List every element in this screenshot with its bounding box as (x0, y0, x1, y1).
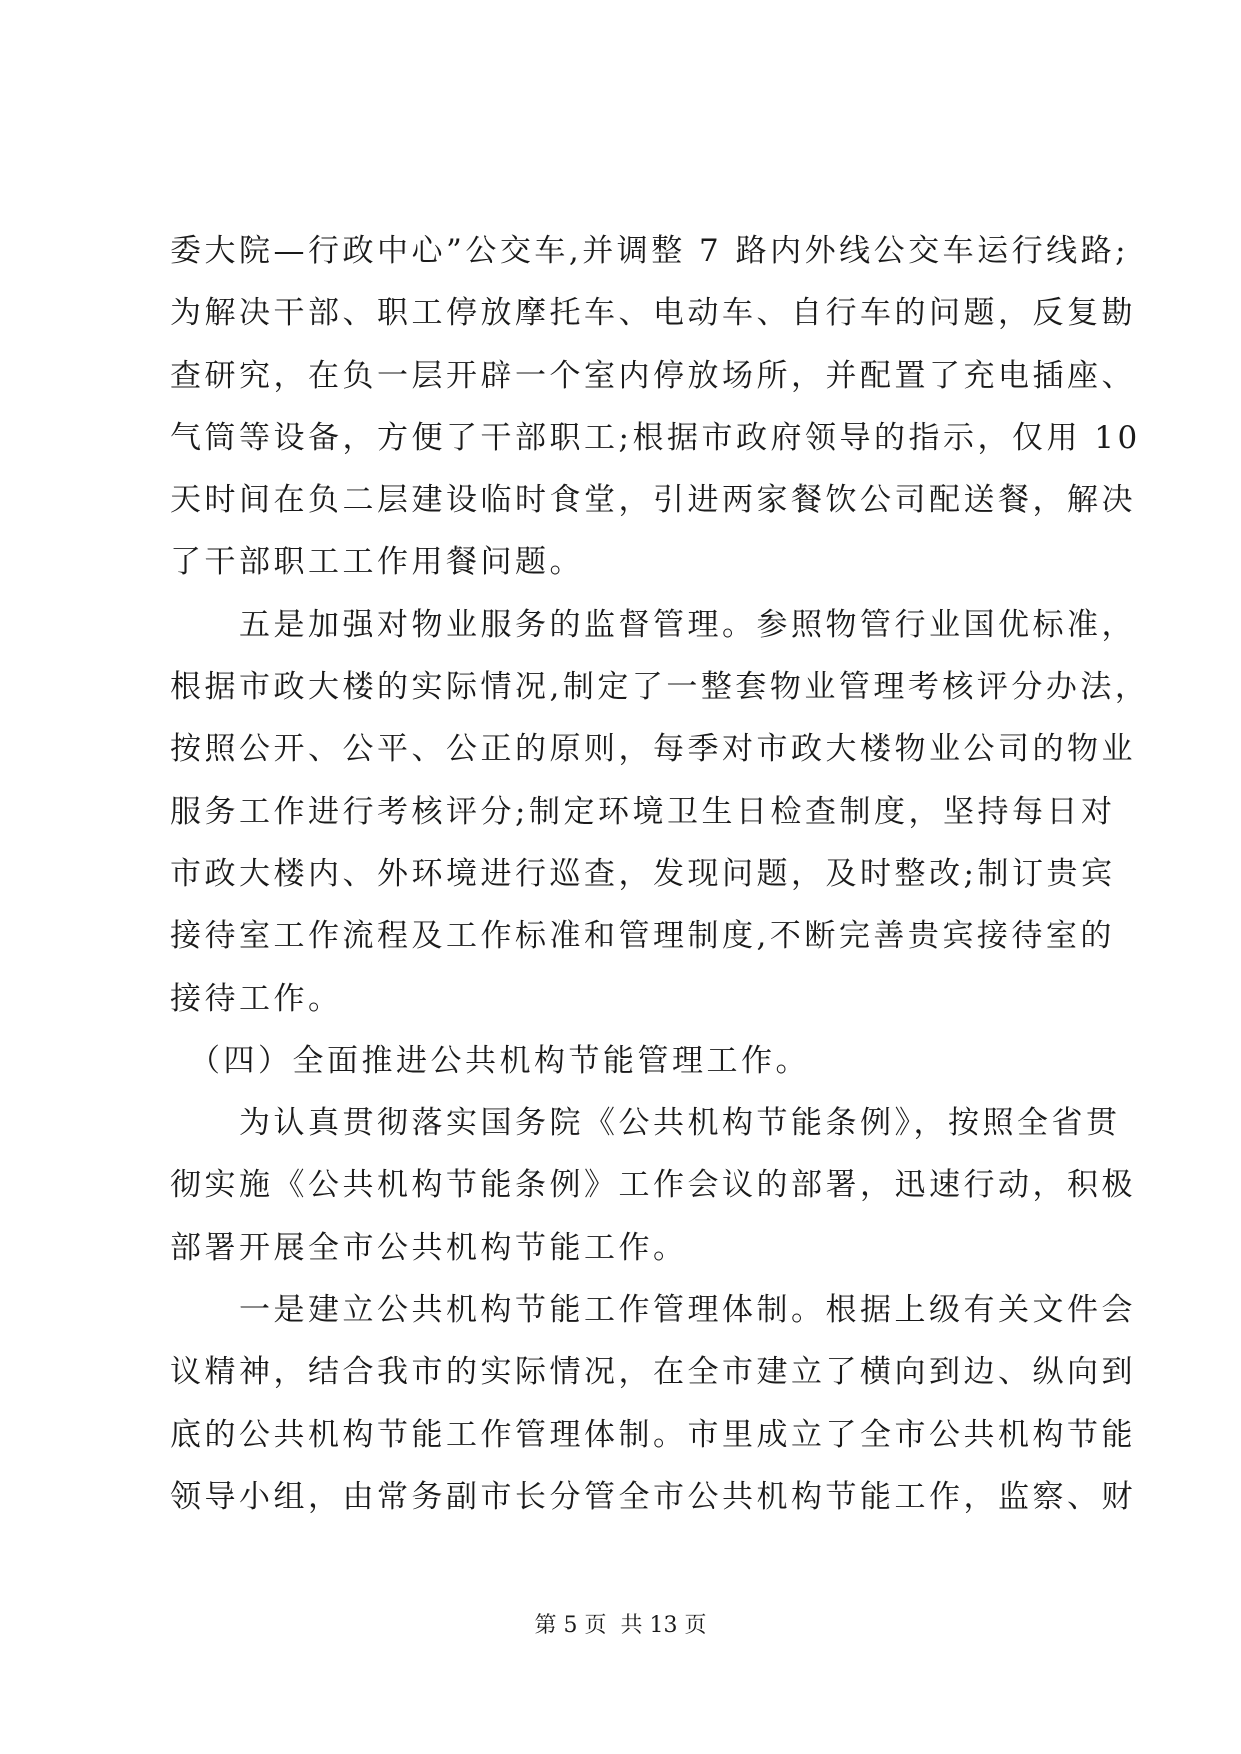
body-text (170, 233, 1150, 1541)
text-line: 接待工作。 (170, 980, 343, 1017)
text-line: 根据市政大楼的实际情况,制定了一整套物业管理考核评分办法， (170, 669, 1150, 706)
text-line: 议精神，结合我市的实际情况，在全市建立了横向到边、纵向到 (170, 1354, 1136, 1391)
text-line: 天时间在负二层建设临时食堂，引进两家餐饮公司配送餐，解决 (170, 482, 1136, 519)
section-heading: （四）全面推进公共机构节能管理工作。 (170, 1042, 810, 1079)
text-line: 接待室工作流程及工作标准和管理制度,不断完善贵宾接待室的 (170, 918, 1115, 955)
text-line: 彻实施《公共机构节能条例》工作会议的部署，迅速行动，积极 (170, 1167, 1136, 1204)
text-line: 为认真贯彻落实国务院《公共机构节能条例》，按照全省贯 (170, 1105, 1121, 1142)
text-line: 气筒等设备，方便了干部职工;根据市政府领导的指示，仅用 10 (170, 419, 1141, 456)
text-line: 五是加强对物业服务的监督管理。参照物管行业国优标准， (170, 606, 1136, 643)
text-line: 委大院—行政中心”公交车,并调整 7 路内外线公交车运行线路; (170, 233, 1130, 269)
text-line: 底的公共机构节能工作管理体制。市里成立了全市公共机构节能 (170, 1416, 1136, 1453)
text-line: 部署开展全市公共机构节能工作。 (170, 1229, 688, 1266)
text-line: 一是建立公共机构节能工作管理体制。根据上级有关文件会 (170, 1292, 1136, 1329)
page-footer (0, 1608, 1241, 1639)
text-line: 市政大楼内、外环境进行巡查，发现问题，及时整改;制订贵宾 (170, 855, 1116, 892)
text-line: 查研究，在负一层开辟一个室内停放场所，并配置了充电插座、 (170, 357, 1136, 394)
text-line: 了干部职工工作用餐问题。 (170, 544, 584, 581)
text-line: 服务工作进行考核评分;制定环境卫生日检查制度，坚持每日对 (170, 793, 1116, 830)
text-line: 为解决干部、职工停放摩托车、电动车、自行车的问题，反复勘 (170, 295, 1136, 332)
text-line: 领导小组，由常务副市长分管全市公共机构节能工作，监察、财 (170, 1478, 1136, 1515)
text-line: 按照公开、公平、公正的原则，每季对市政大楼物业公司的物业 (170, 731, 1136, 768)
page-number: 第 5 页 共 13 页 (534, 1613, 707, 1638)
